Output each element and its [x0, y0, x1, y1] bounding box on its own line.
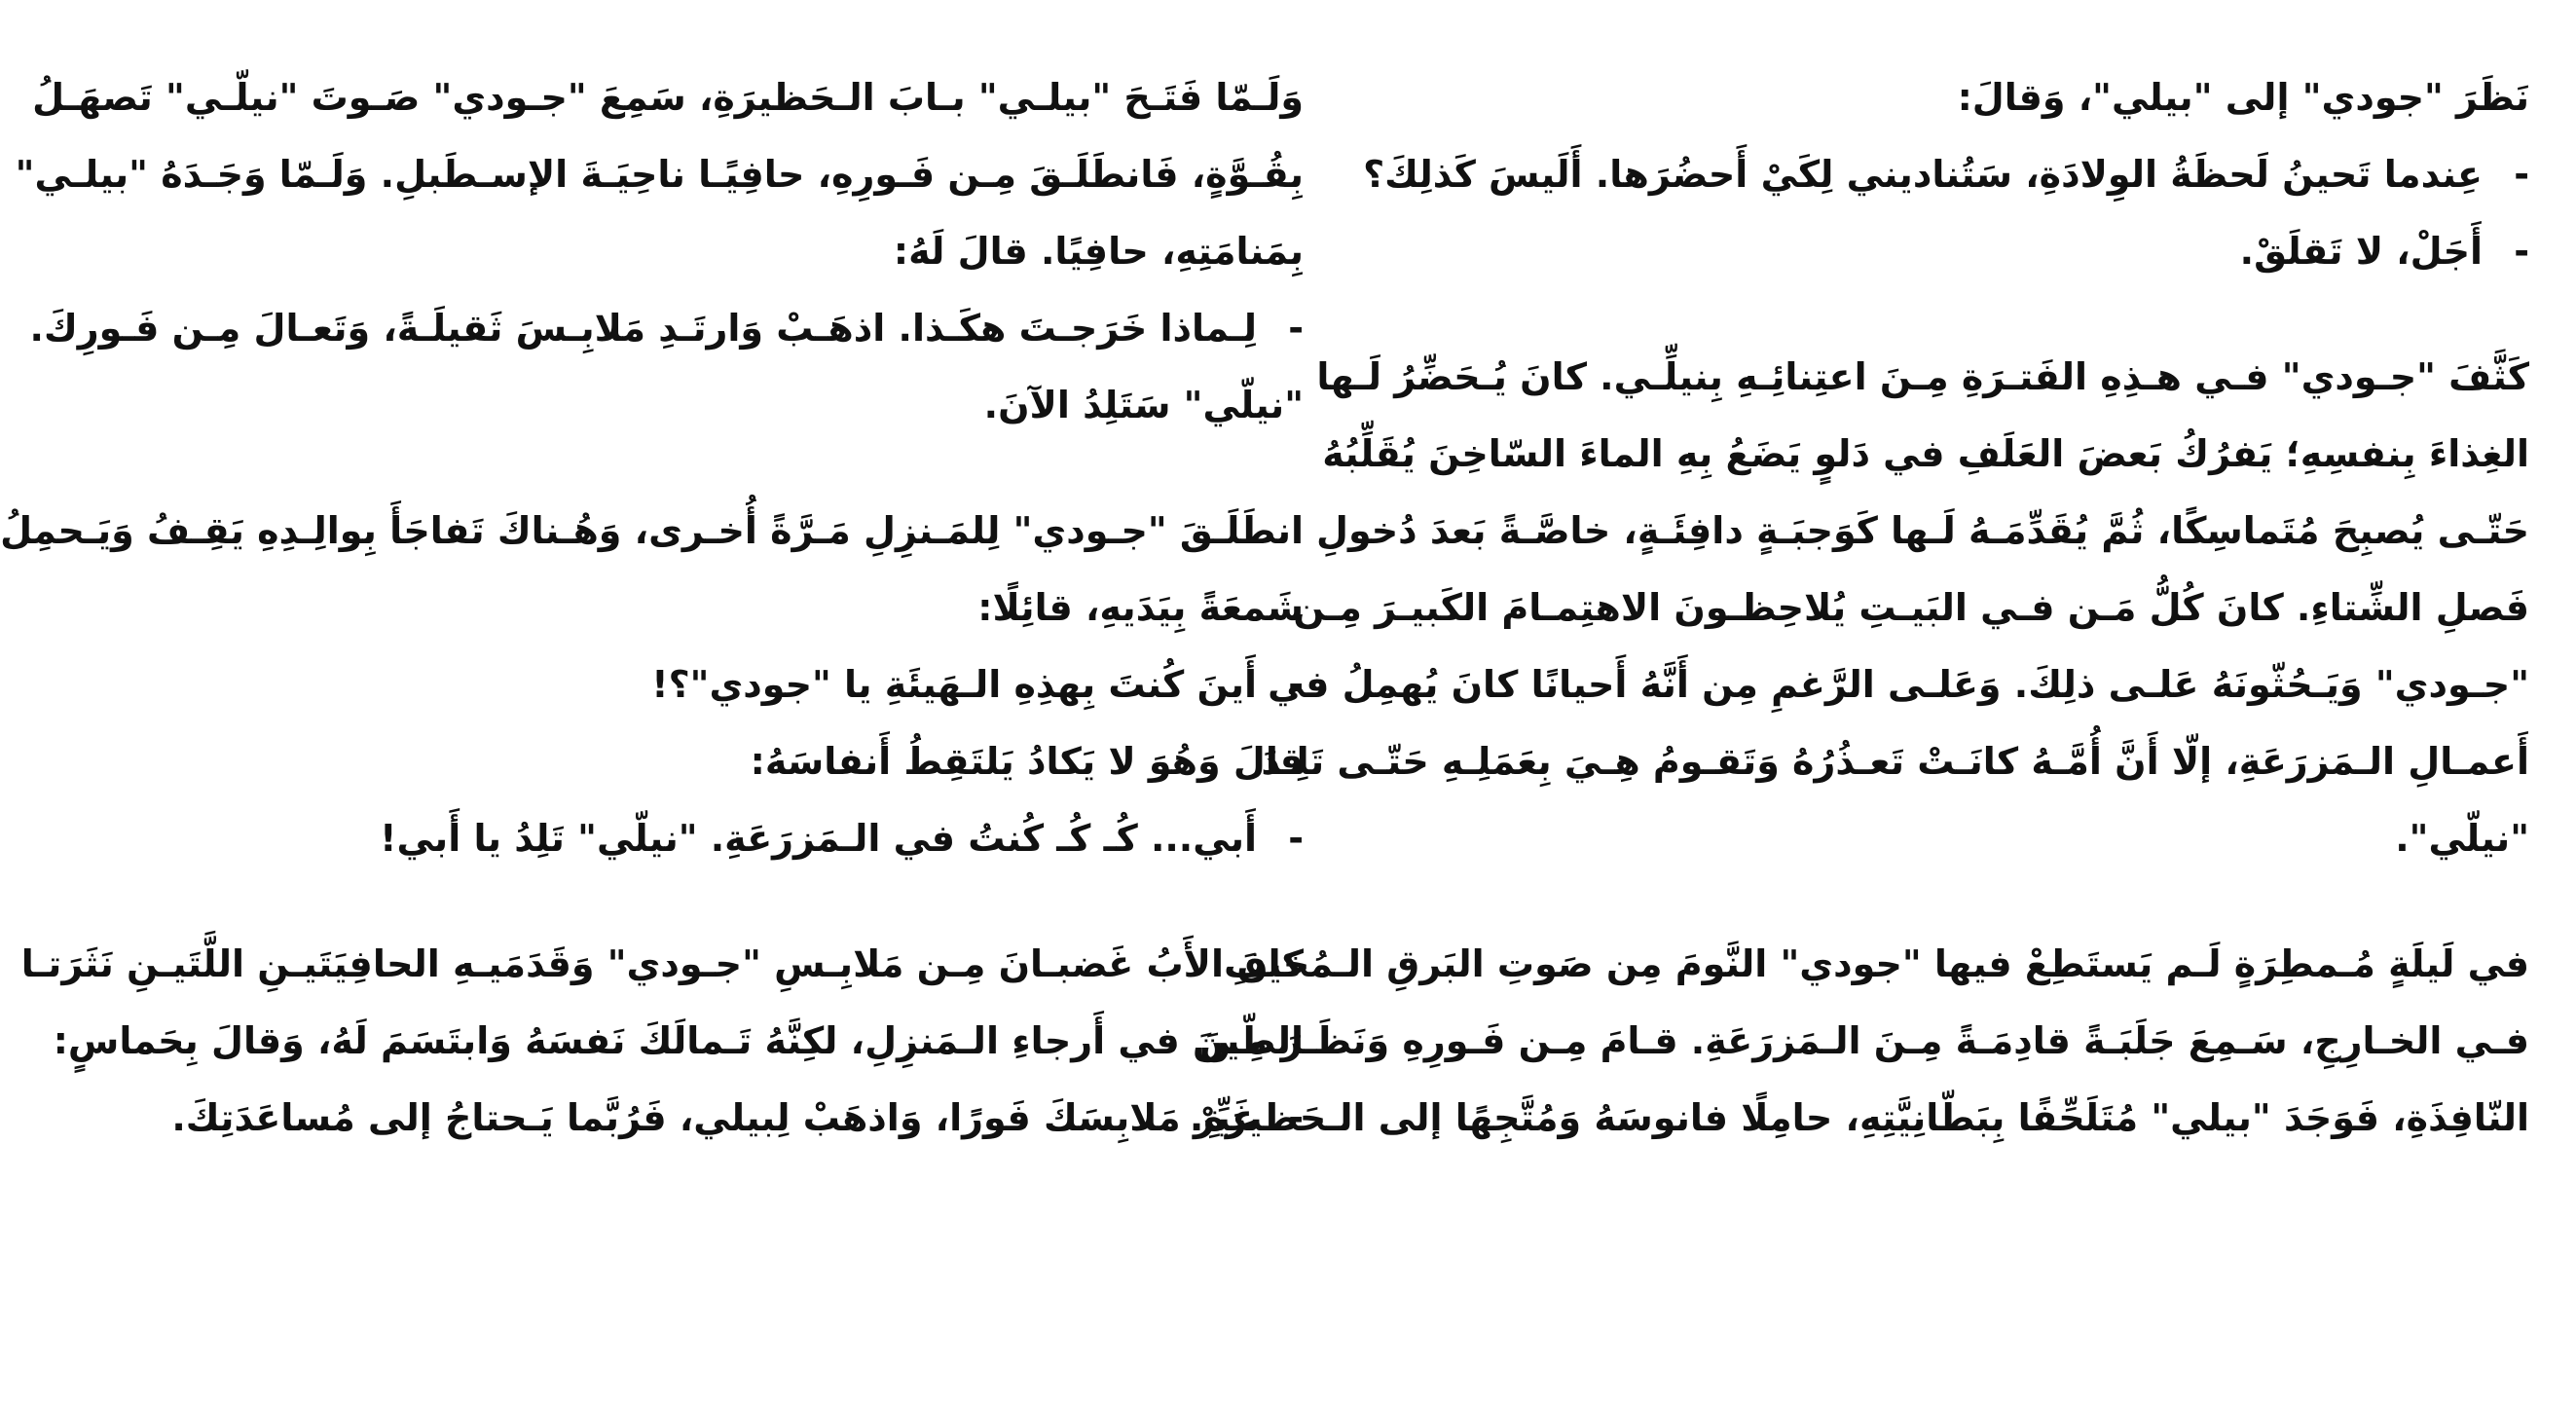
paragraph-line: "جـودي" وَيَـحُثّونَهُ عَلـى ذلِكَ. وَعَلـى الرَّغمِ مِن أَنَّهُ أَحيانًا كانَ يُهمِلُ في — [1268, 663, 2529, 706]
paragraph-line: انطَلَـقَ "جـودي" لِلمَـنزِلِ مَـرَّةً أُخـرى، وَهُـناكَ تَفاجَأَ بِوالِـدِهِ يَقِـفُ وَيَـحمِلُ — [0, 509, 1304, 552]
paragraph-line: وَلَـمّا فَتَـحَ "بيلـي" بـابَ الـحَظيرَةِ، سَمِعَ "جـودي" صَـوتَ "نيلّـي" تَصهَـلُ — [32, 76, 1304, 119]
paragraph-gap — [1356, 888, 2529, 937]
dialogue-line: - لِـماذا خَرَجـتَ هكَـذا. اذهَـبْ وَارتَـدِ مَلابِـسَ ثَقيلَـةً، وَتَعـالَ مِـن فَـورِكَ. — [130, 301, 1304, 378]
paragraph-line: في لَيلَةٍ مُـمطِرَةٍ لَـم يَستَطِعْ فيها "جودي" النَّومَ مِن صَوتِ البَرقِ الـمُخيفِ — [1224, 942, 2529, 985]
paragraph-line: النّافِذَةِ، فَوَجَدَ "بيلي" مُتَلَحِّفًا بِبَطّانِيَّتِهِ، حامِلًا فانوسَهُ وَمُتَّجِهًا إلى الـحَظيرَةِ. — [1189, 1096, 2529, 1139]
paragraph-line: فـي الخـارِجِ، سَـمِعَ جَلَبَـةً قادِمَـةً مِـنَ الـمَزرَعَةِ. قـامَ مِـن فَـورِهِ وَنَظَـرَ مِـنَ — [1198, 1019, 2529, 1062]
left-page — [0, 70, 1304, 1167]
paragraph-line: حَتّـى يُصبِحَ مُتَماسِكًا، ثُمَّ يُقَدِّمَـهُ لَـها كَوَجبَـةٍ دافِئَـةٍ، خاصَّـةً بَعدَ دُخولِ — [1315, 509, 2529, 552]
paragraph-line: قالَ وَهُوَ لا يَكادُ يَلتَقِطُ أَنفاسَهُ: — [750, 740, 1304, 783]
paragraph-line: الغِذاءَ بِنفسِهِ؛ يَفرُكُ بَعضَ العَلَفِ في دَلوٍ يَضَعُ بِهِ الماءَ السّاخِنَ يُقَلِّبُهُ — [1322, 432, 2529, 475]
dialogue-continuation: "نيلّي" سَتَلِدُ الآنَ. — [983, 384, 1304, 426]
paragraph-line: كانَ الأَبُ غَضبـانَ مِـن مَلابِـسِ "جـودي" وَقَدَمَيـهِ الحافِيَتَيـنِ اللَّتَيـنِ نَثَرَتـا — [20, 942, 1304, 985]
dialogue-line: - أَبي... كُـ كُـ كُنتُ في الـمَزرَعَةِ. "نيلّي" تَلِدُ يا أَبي! — [130, 811, 1304, 888]
paragraph-gap — [1356, 301, 2529, 350]
dialogue-line: - غَيِّرْ مَلابِسَكَ فَورًا، وَاذهَبْ لِبيلي، فَرُبَّما يَـحتاجُ إلى مُساعَدَتِكَ. — [130, 1090, 1304, 1167]
paragraph-line: أَعمـالِ الـمَزرَعَةِ، إلّا أَنَّ أُمَّـهُ كانَـتْ تَعـذُرُهُ وَتَقـومُ هِـيَ بِعَمَلِـهِ حَتّـى تَلِـدَ — [1261, 740, 2529, 783]
paragraph-line: الطّينَ في أَرجاءِ الـمَنزِلِ، لكِنَّهُ تَـمالَكَ نَفسَهُ وَابتَسَمَ لَهُ، وَقالَ بِحَماسٍ: — [53, 1019, 1304, 1062]
right-page — [1189, 70, 2529, 1167]
paragraph-gap — [130, 888, 1304, 937]
paragraph-line: كَثَّفَ "جـودي" فـي هـذِهِ الفَتـرَةِ مِـنَ اعتِنائِـهِ بِنيلِّـي. كانَ يُـحَضِّرُ لَـها — [1316, 355, 2529, 398]
paragraph-line: نَظَرَ "جودي" إلى "بيلي"، وَقالَ: — [1957, 76, 2529, 119]
dialogue-line: - عِندما تَحينُ لَحظَةُ الوِلادَةِ، سَتُناديني لِكَيْ أَحضُرَها. أَلَيسَ كَذلِكَ؟ — [1356, 147, 2529, 224]
dialogue-line: - أَينَ كُنتَ بِهذِهِ الـهَيئَةِ يا "جودي"؟! — [130, 657, 1304, 734]
paragraph-line: شَمعَةً بِيَدَيهِ، قائِلًا: — [977, 586, 1304, 629]
paragraph-line: "نيلّي". — [2395, 817, 2529, 860]
paragraph-gap — [130, 455, 1304, 503]
paragraph-line: فَصلِ الشِّتاءِ. كانَ كُلُّ مَـن فـي البَيـتِ يُلاحِظـونَ الاهتِمـامَ الكَبيـرَ مِـن — [1293, 586, 2529, 629]
paragraph-line: بِقُـوَّةٍ، فَانطَلَـقَ مِـن فَـورِهِ، حافِيًـا ناحِيَـةَ الإسـطَبلِ. وَلَـمّا وَجَـدَهُ "بيلـي" — [15, 153, 1304, 196]
dialogue-line: - أَجَلْ، لا تَقلَقْ. — [1356, 224, 2529, 301]
paragraph-line: بِمَنامَتِهِ، حافِيًا. قالَ لَهُ: — [893, 230, 1304, 273]
